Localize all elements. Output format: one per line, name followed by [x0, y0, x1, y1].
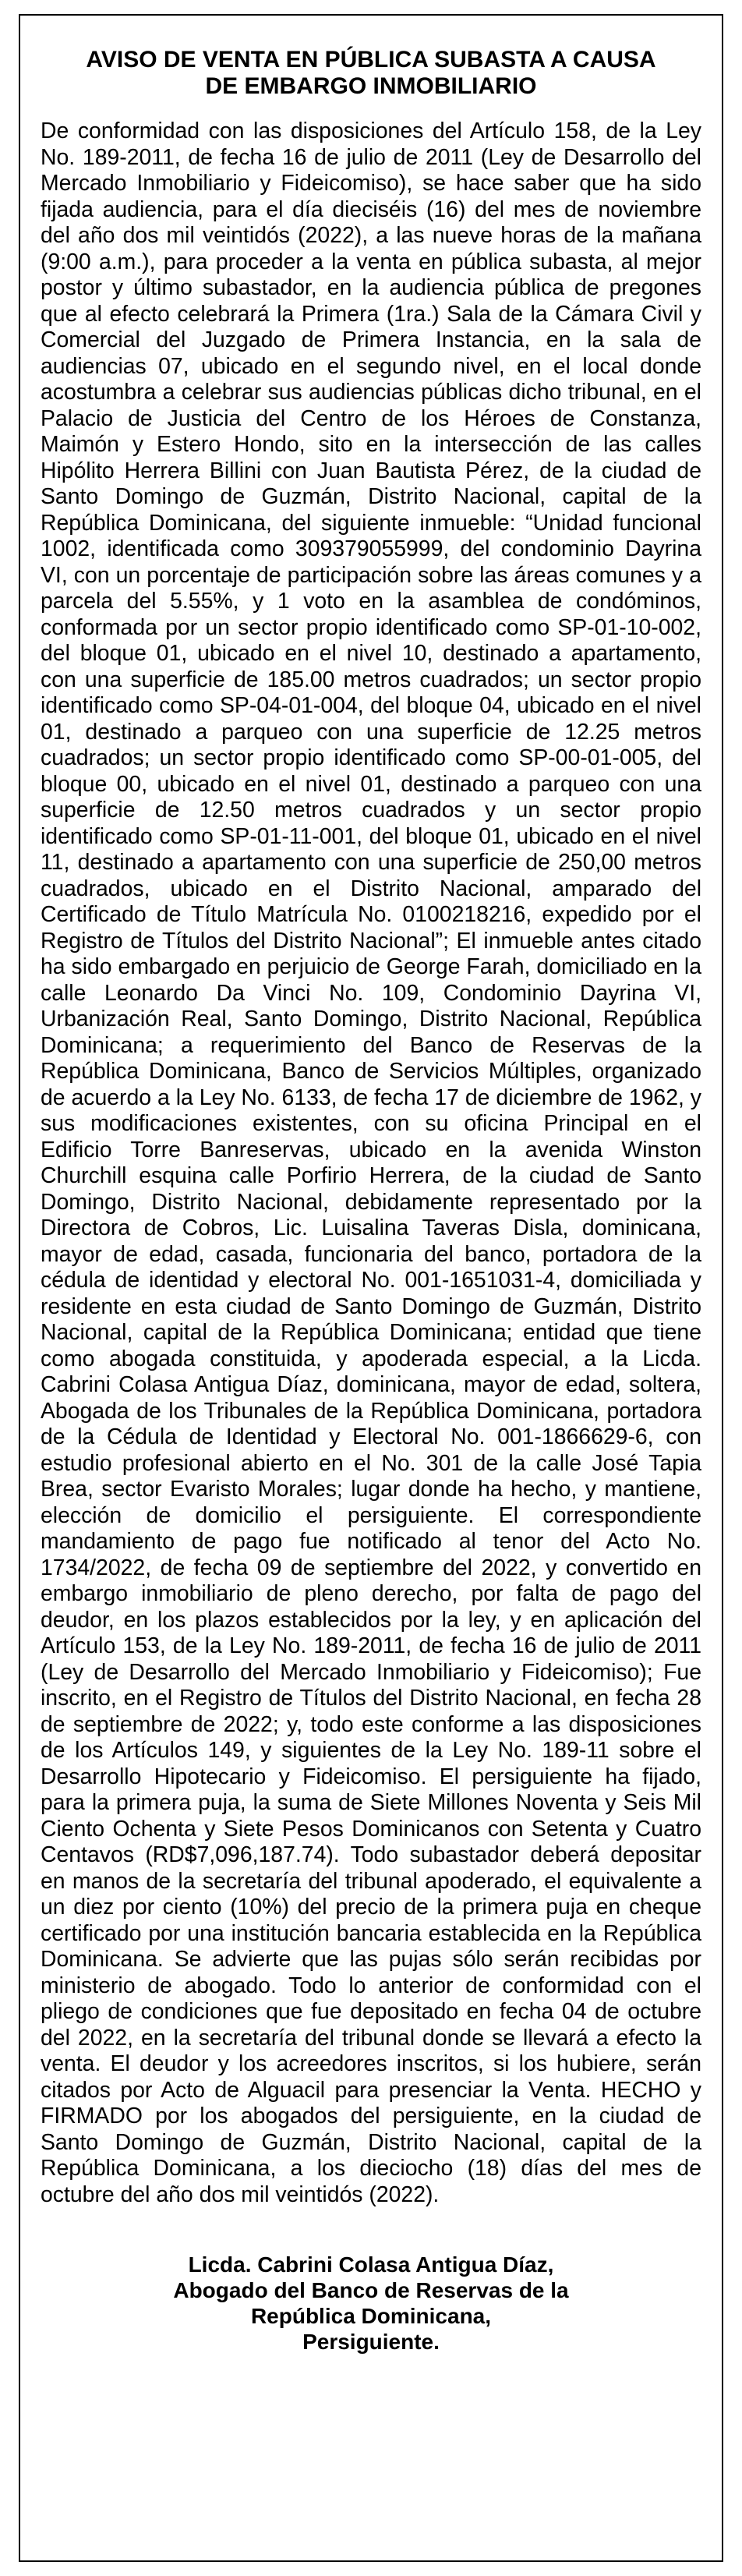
notice-title-line-2: DE EMBARGO INMOBILIARIO: [205, 73, 537, 99]
signature-country: República Dominicana,: [250, 2304, 492, 2328]
signature-party: Persiguiente.: [302, 2330, 440, 2354]
signature-block: [41, 2252, 701, 2355]
signature-name: Licda. Cabrini Colasa Antigua Díaz,: [188, 2252, 554, 2277]
notice-title-line-1: AVISO DE VENTA EN PÚBLICA SUBASTA A CAUSA: [86, 47, 656, 73]
notice-title: [41, 47, 701, 100]
signature-role: Abogado del Banco de Reservas de la: [173, 2278, 569, 2302]
legal-notice: [19, 14, 723, 2562]
notice-body: De conformidad con las disposiciones del Artículo 158, de la Ley No. 189-2011, de fecha 16 de julio de 2011 (Ley de Desarrollo del Mercado Inmobiliario y Fideicomiso), se hace saber que ha sido fijada audiencia, para el día dieciséis (16) del mes de noviembre del año dos mil veintidós (2022), a las nueve horas de la mañana (9:00 a.m.), para proceder a la venta en pública subasta, al mejor postor y último subastador, en la audiencia pública de pregones que al efecto celebrará la Primera (1ra.) Sala de la Cámara Civil y Comercial del Juzgado de Primera Instancia, en la sala de audiencias 07, ubicado en el segundo nivel, en el local donde acostumbra a celebrar sus audiencias públicas dicho tribunal, en el Palacio de Justicia del Centro de los Héroes de Constanza, Maimón y Estero Hondo, sito en la intersección de las calles Hipólito Herrera Billini con Juan Bautista Pérez, de la ciudad de Santo Domingo de Guzmán, Distrito Nacional, capital de la República Dominicana, del siguiente inmueble: “Unidad funcional 1002, identificada como 309379055999, del condominio Dayrina VI, con un porcentaje de participación sobre las áreas comunes y a parcela del 5.55%, y 1 voto en la asamblea de condóminos, conformada por un sector propio identificado como SP-01-10-002, del bloque 01, ubicado en el nivel 10, destinado a apartamento, con una superficie de 185.00 metros cuadrados; un sector propio identificado como SP-04-01-004, del bloque 04, ubicado en el nivel 01, destinado a parqueo con una superficie de 12.25 metros cuadrados; un sector propio identificado como SP-00-01-005, del bloque 00, ubicado en el nivel 01, destinado a parqueo con una superficie de 12.50 metros cuadrados y un sector propio identificado como SP-01-11-001, del bloque 01, ubicado en el nivel 11, destinado a apartamento con una superficie de 250,00 metros cuadrados, ubicado en el Distrito Nacional, amparado del Certificado de Título Matrícula No. 0100218216, expedido por el Registro de Títulos del Distrito Nacional”; El inmueble antes citado ha sido embargado en perjuicio de George Farah, domiciliado en la calle Leonardo Da Vinci No. 109, Condominio Dayrina VI, Urbanización Real, Santo Domingo, Distrito Nacional, República Dominicana; a requerimiento del Banco de Reservas de la República Dominicana, Banco de Servicios Múltiples, organizado de acuerdo a la Ley No. 6133, de fecha 17 de diciembre de 1962, y sus modificaciones existentes, con su oficina Principal en el Edificio Torre Banreservas, ubicado en la avenida Winston Churchill esquina calle Porfirio Herrera, de la ciudad de Santo Domingo, Distrito Nacional, debidamente representado por la Directora de Cobros, Lic. Luisalina Taveras Disla, dominicana, mayor de edad, casada, funcionaria del banco, portadora de la cédula de identidad y electoral No. 001-1651031-4, domiciliada y residente en esta ciudad de Santo Domingo de Guzmán, Distrito Nacional, capital de la República Dominicana; entidad que tiene como abogada constituida, y apoderada especial, a la Licda. Cabrini Colasa Antigua Díaz, dominicana, mayor de edad, soltera, Abogada de los Tribunales de la República Dominicana, portadora de la Cédula de Identidad y Electoral No. 001-1866629-6, con estudio profesional abierto en el No. 301 de la calle José Tapia Brea, sector Evaristo Morales; lugar donde ha hecho, y mantiene, elección de domicilio el persiguiente. El correspondiente mandamiento de pago fue notificado al tenor del Acto No. 1734/2022, de fecha 09 de septiembre del 2022, y convertido en embargo inmobiliario de pleno derecho, por falta de pago del deudor, en los plazos establecidos por la ley, y en aplicación del Artículo 153, de la Ley No. 189-2011, de fecha 16 de julio de 2011 (Ley de Desarrollo del Mercado Inmobiliario y Fideicomiso); Fue inscrito, en el Registro de Títulos del Distrito Nacional, en fecha 28 de septiembre de 2022; y, todo este conforme a las disposiciones de los Artículos 149, y siguientes de la Ley No. 189-11 sobre el Desarrollo Hipotecario y Fideicomiso. El persiguiente ha fijado, para la primera puja, la suma de Siete Millones Noventa y Seis Mil Ciento Ochenta y Siete Pesos Dominicanos con Setenta y Cuatro Centavos (RD$7,096,187.74). Todo subastador deberá depositar en manos de la secretaría del tribunal apoderado, el equivalente a un diez por ciento (10%) del precio de la primera puja en cheque certificado por una institución bancaria establecida en la República Dominicana. Se advierte que las pujas sólo serán recibidas por ministerio de abogado. Todo lo anterior de conformidad con el pliego de condiciones que fue depositado en fecha 04 de octubre del 2022, en la secretaría del tribunal donde se llevará a efecto la venta. El deudor y los acreedores inscritos, si los hubiere, serán citados por Acto de Alguacil para presenciar la Venta. HECHO y FIRMADO por los abogados del persiguiente, en la ciudad de Santo Domingo de Guzmán, Distrito Nacional, capital de la República Dominicana, a los dieciocho (18) días del mes de octubre del año dos mil veintidós (2022).: [41, 119, 701, 2207]
